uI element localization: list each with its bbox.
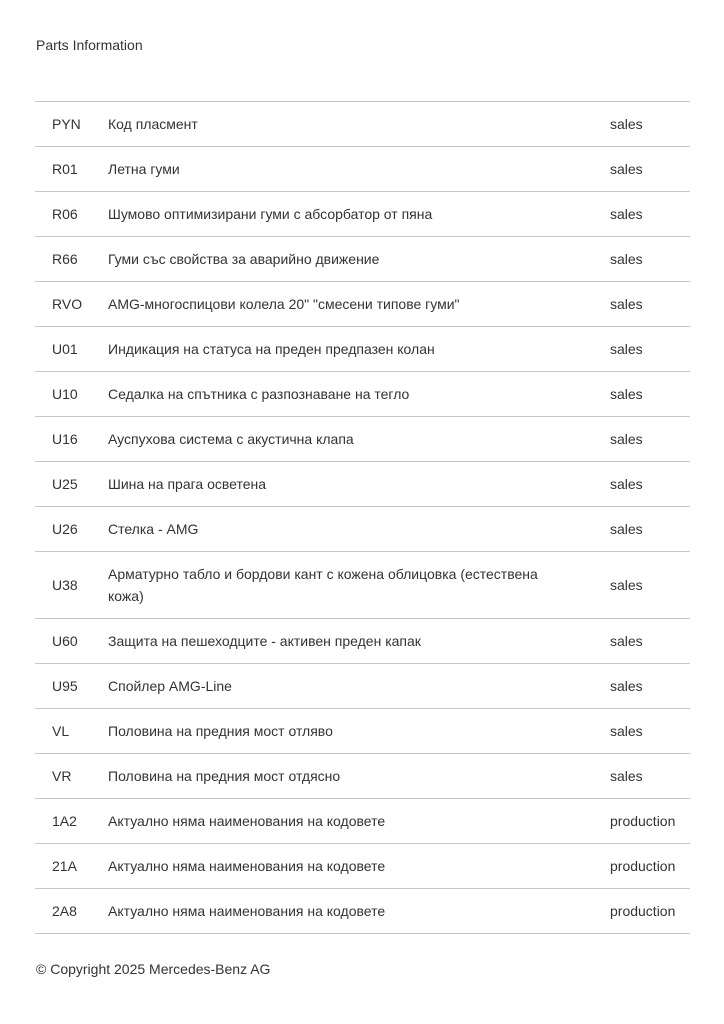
part-code: U26	[52, 521, 78, 537]
table-row	[35, 146, 690, 191]
part-status: sales	[610, 116, 643, 132]
part-description-text: Спойлер AMG-Line	[108, 678, 232, 694]
part-description	[108, 338, 610, 360]
part-description	[108, 855, 610, 877]
table-row	[35, 101, 690, 146]
part-code: U95	[52, 678, 78, 694]
part-status: sales	[610, 476, 643, 492]
part-description-text: Актуално няма наименования на кодовете	[108, 903, 386, 919]
table-row	[35, 236, 690, 281]
part-description	[108, 203, 610, 225]
part-description	[108, 675, 610, 697]
part-code: 2A8	[52, 903, 77, 919]
part-status: sales	[610, 251, 643, 267]
part-description	[108, 518, 610, 540]
part-code: 1A2	[52, 813, 77, 829]
table-row	[35, 506, 690, 551]
part-status: sales	[610, 431, 643, 447]
part-code: U25	[52, 476, 78, 492]
part-status: sales	[610, 577, 643, 593]
part-code: U38	[52, 577, 78, 593]
part-description	[108, 563, 610, 607]
part-description	[108, 473, 610, 495]
part-description	[108, 765, 610, 787]
part-description	[108, 810, 610, 832]
part-description-text: Шина на прага осветена	[108, 476, 267, 492]
copyright-footer: © Copyright 2025 Mercedes-Benz AG	[36, 961, 271, 977]
table-row	[35, 798, 690, 843]
table-row	[35, 191, 690, 236]
part-status: sales	[610, 723, 643, 739]
part-code: U10	[52, 386, 78, 402]
table-row	[35, 663, 690, 708]
part-description	[108, 383, 610, 405]
part-code: VL	[52, 723, 70, 739]
part-description-text: Код пласмент	[108, 116, 198, 132]
parts-table	[35, 101, 690, 934]
part-code: R06	[52, 206, 78, 222]
part-description-text: Половина на предния мост отляво	[108, 723, 333, 739]
part-description	[108, 158, 610, 180]
part-status: sales	[610, 633, 643, 649]
part-description-text: Защита на пешеходците - активен преден капак	[108, 633, 421, 649]
part-description-text: Стелка - AMG	[108, 521, 199, 537]
part-status: sales	[610, 678, 643, 694]
part-code: 21A	[52, 858, 77, 874]
table-row	[35, 753, 690, 798]
part-description-text: Индикация на статуса на преден предпазен колан	[108, 341, 435, 357]
table-row	[35, 416, 690, 461]
part-description-text: Арматурно табло и бордови кант с кожена облицовка (естествена кожа)	[108, 566, 538, 604]
table-row	[35, 326, 690, 371]
table-row	[35, 843, 690, 888]
part-status: sales	[610, 161, 643, 177]
part-status: sales	[610, 206, 643, 222]
part-status: sales	[610, 386, 643, 402]
table-row	[35, 618, 690, 663]
part-code: PYN	[52, 116, 81, 132]
part-description-text: Летна гуми	[108, 161, 180, 177]
part-status: sales	[610, 296, 643, 312]
part-description-text: Актуално няма наименования на кодовете	[108, 813, 386, 829]
part-description	[108, 900, 610, 922]
part-description-text: Половина на предния мост отдясно	[108, 768, 341, 784]
part-status: sales	[610, 768, 643, 784]
part-description-text: Актуално няма наименования на кодовете	[108, 858, 386, 874]
table-row	[35, 708, 690, 753]
page-title: Parts Information	[36, 37, 143, 53]
part-description-text: AMG-многоспицови колела 20" "смесени типове гуми"	[108, 296, 460, 312]
part-description-text: Седалка на спътника с разпознаване на тегло	[108, 386, 410, 402]
table-row	[35, 888, 690, 933]
part-description	[108, 113, 610, 135]
part-status: production	[610, 813, 676, 829]
part-description	[108, 248, 610, 270]
part-description-text: Шумово оптимизирани гуми с абсорбатор от пяна	[108, 206, 433, 222]
part-status: sales	[610, 521, 643, 537]
part-description	[108, 428, 610, 450]
part-code: U16	[52, 431, 78, 447]
table-row	[35, 281, 690, 326]
part-status: production	[610, 858, 676, 874]
table-row	[35, 461, 690, 506]
part-description	[108, 630, 610, 652]
part-description-text: Ауспухова система с акустична клапа	[108, 431, 354, 447]
part-description-text: Гуми със свойства за аварийно движение	[108, 251, 380, 267]
part-code: U01	[52, 341, 78, 357]
part-code: RVO	[52, 296, 83, 312]
part-code: VR	[52, 768, 72, 784]
part-description	[108, 293, 610, 315]
table-row	[35, 371, 690, 416]
part-code: U60	[52, 633, 78, 649]
part-code: R66	[52, 251, 78, 267]
part-status: sales	[610, 341, 643, 357]
part-description	[108, 720, 610, 742]
table-row	[35, 551, 690, 618]
part-status: production	[610, 903, 676, 919]
part-code: R01	[52, 161, 78, 177]
